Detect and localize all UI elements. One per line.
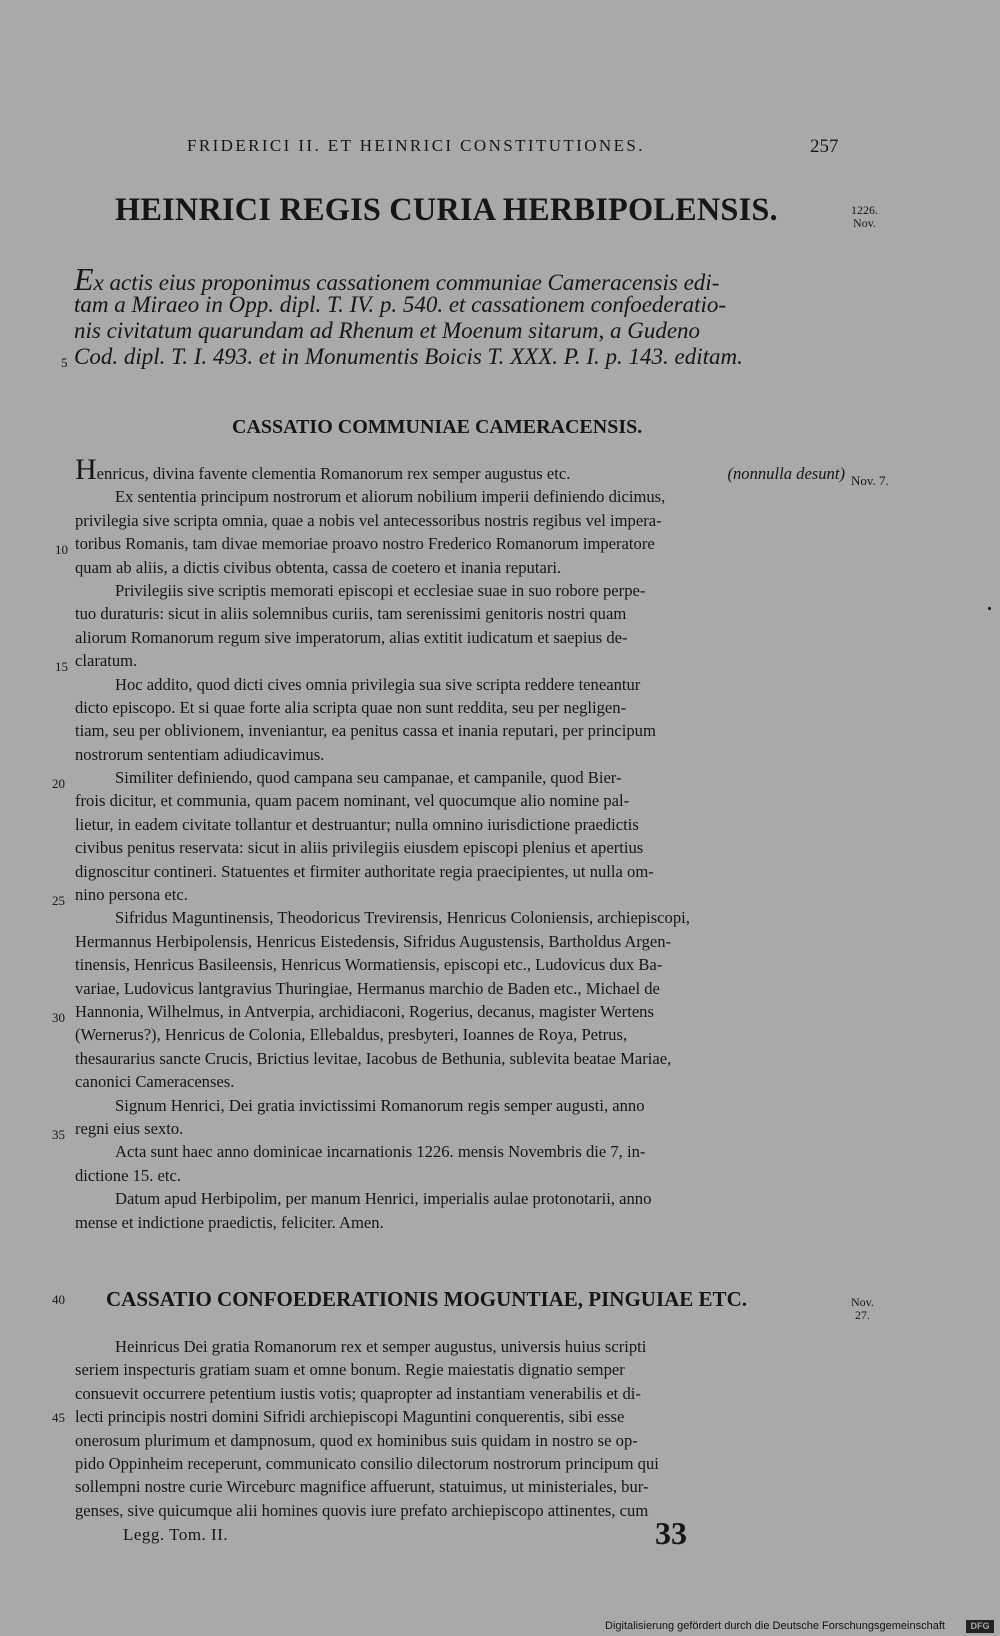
text-line: Hermannus Herbipolensis, Henricus Eistedensis, Sifridus Augustensis, Bartholdus Argen-	[75, 931, 672, 951]
text-line: toribus Romanis, tam divae memoriae proavo nostro Frederico Romanorum imperatore	[75, 534, 655, 554]
margin-date-1226-nov	[851, 204, 878, 230]
line-number: 30	[52, 1010, 65, 1025]
text-line: frois dicitur, et communia, quam pacem nominant, vel quocumque alio nomine pal-	[75, 791, 630, 811]
text-line: Heinricus Dei gratia Romanorum rex et semper augustus, universis huius scripti	[115, 1337, 647, 1356]
text-line: Signum Henrici, Dei gratia invictissimi Romanorum regis semper augusti, anno	[115, 1095, 645, 1115]
line-number: 10	[55, 542, 68, 557]
intro-line: nis civitatum quarundam ad Rhenum et Moenum sitarum, a Gudeno	[74, 318, 701, 343]
text-line: Ex sententia principum nostrorum et aliorum nobilium imperii definiendo dicimus,	[115, 487, 666, 507]
line-number: 35	[52, 1127, 65, 1142]
section1-initial: H	[75, 453, 97, 486]
main-title: HEINRICI REGIS CURIA HERBIPOLENSIS.	[115, 192, 778, 228]
text-line: lietur, in eadem civitate tollantur et destruantur; nulla omnino iurisdictione praedictis	[75, 814, 639, 834]
text-line: dicto episcopo. Et si quae forte alia scripta quae non sunt reddita, seu per negligen-	[75, 697, 627, 717]
margin-date-month: Nov.	[853, 216, 876, 230]
text-line: dignoscitur contineri. Statuentes et firmiter authoritate regia praecipientes, ut nulla om-	[75, 861, 654, 881]
line-number: 25	[52, 893, 65, 908]
text-line: Sifridus Maguntinensis, Theodoricus Trevirensis, Henricus Coloniensis, archiepiscopi,	[115, 908, 690, 928]
text-line: genses, sive quicumque alii homines quovis iure prefato archiepiscopo attinentes, cum	[75, 1500, 649, 1520]
text-line: variae, Ludovicus lantgravius Thuringiae, Hermanus marchio de Baden etc., Michael de	[75, 978, 660, 998]
intro-line: tam a Miraeo in Opp. dipl. T. IV. p. 540. et cassationem confoederatio-	[74, 292, 727, 317]
text-line: Datum apud Herbipolim, per manum Henrici, imperialis aulae protonotarii, anno	[115, 1189, 652, 1209]
editorial-note: (nonnulla desunt)	[727, 464, 845, 483]
margin-date-nov-27	[851, 1296, 874, 1322]
text-line: (Wernerus?), Henricus de Colonia, Ellebaldus, presbyteri, Ioannes de Roya, Petrus,	[75, 1025, 628, 1045]
intro-initial: E	[74, 261, 94, 297]
text-line: enricus, divina favente clementia Romanorum rex semper augustus etc.	[96, 464, 571, 483]
text-line: privilegia sive scripta omnia, quae a nobis vel antecessoribus nostris regibus vel impera-	[75, 510, 662, 530]
section2-text	[75, 1335, 845, 1522]
text-line: sollempni nostre curie Wirceburc magnifice affuerunt, statuimus, ut ministeriales, bur-	[75, 1477, 649, 1497]
signature-mark: Legg. Tom. II.	[123, 1525, 229, 1544]
text-line: dictione 15. etc.	[75, 1165, 181, 1185]
line-number: 40	[52, 1292, 65, 1307]
text-line: mense et indictione praedictis, feliciter. Amen.	[75, 1212, 384, 1232]
margin-date-year: 1226.	[851, 203, 878, 217]
dfg-logo-icon: DFG	[966, 1620, 994, 1633]
margin-date-nov-7: Nov. 7.	[851, 473, 889, 488]
text-line: quam ab aliis, a dictis civibus obtenta, cassa de coetero et inania reputari.	[75, 557, 562, 577]
intro-paragraph	[74, 261, 743, 370]
text-line: Similiter definiendo, quod campana seu campanae, et campanile, quod Bier-	[115, 768, 622, 788]
text-line: pido Oppinheim receperunt, communicato consilio dilectorum nostrorum principum qui	[75, 1453, 659, 1473]
text-line: Acta sunt haec anno dominicae incarnationis 1226. mensis Novembris die 7, in-	[115, 1142, 646, 1162]
text-line: canonici Cameracenses.	[75, 1072, 235, 1092]
text-line: claratum.	[75, 651, 138, 671]
text-line: tinensis, Henricus Basileensis, Henricus Wormatiensis, episcopi etc., Ludovicus dux Ba-	[75, 955, 663, 975]
text-line: onerosum plurimum et dampnosum, quod ex hominibus suis quidam in nostro se op-	[75, 1430, 638, 1450]
text-line: consuevit occurrere petentium iustis votis; quapropter ad instantiam venerabilis et di-	[75, 1383, 641, 1403]
text-line: seriem inspecturis gratiam suam et omne bonum. Regie maiestatis dignatio semper	[75, 1360, 625, 1380]
margin-date-month: Nov.	[851, 1295, 874, 1309]
section-title-cassatio-confoederationis: CASSATIO CONFOEDERATIONIS MOGUNTIAE, PINGUIAE ETC.	[106, 1287, 747, 1311]
section-title-cassatio-communiae: CASSATIO COMMUNIAE CAMERACENSIS.	[232, 416, 643, 438]
line-number: 15	[55, 659, 68, 674]
text-line: tuo duraturis: sicut in aliis solemnibus curiis, tam serenissimi genitoris nostri quam	[75, 604, 627, 624]
page-number: 257	[810, 136, 839, 157]
line-number: 5	[61, 355, 68, 370]
line-number: 20	[52, 776, 65, 791]
digitization-credit: Digitalisierung gefördert durch die Deutsche Forschungsgemeinschaft	[605, 1620, 945, 1632]
text-line: lecti principis nostri domini Sifridi archiepiscopi Maguntini conquerentis, sibi esse	[75, 1407, 625, 1427]
scan-speck	[988, 607, 991, 610]
text-line: tiam, seu per oblivionem, inveniantur, ea penitus cassa et inania reputari, per principum	[75, 721, 656, 741]
line-number: 45	[52, 1410, 65, 1425]
text-line: Hoc addito, quod dicti cives omnia privilegia sua sive scripta reddere teneantur	[115, 674, 641, 694]
text-line: Hannonia, Wilhelmus, in Antverpia, archidiaconi, Rogerius, decanus, magister Wertens	[75, 1001, 654, 1021]
text-line: civibus penitus reservata: sicut in aliis privilegiis eiusdem episcopi plenius et apertius	[75, 838, 644, 858]
running-header: FRIDERICI II. ET HEINRICI CONSTITUTIONES.	[187, 136, 645, 155]
text-line: nostrorum sententiam adiudicavimus.	[75, 744, 325, 764]
text-line: regni eius sexto.	[75, 1118, 184, 1138]
intro-line: x actis eius proponimus cassationem communiae Cameracensis edi-	[93, 270, 720, 295]
text-line: Privilegiis sive scriptis memorati episcopi et ecclesiae suae in suo robore perpe-	[115, 580, 646, 600]
section1-text	[75, 453, 845, 1234]
margin-date-day: 27.	[854, 1308, 870, 1322]
text-line: thesaurarius sancte Crucis, Brictius levitae, Iacobus de Bethunia, sublevita beatae Mariae,	[75, 1048, 672, 1068]
intro-line: Cod. dipl. T. I. 493. et in Monumentis Boicis T. XXX. P. I. p. 143. editam.	[74, 344, 743, 369]
text-line: aliorum Romanorum regum sive imperatorum, alias extitit iudicatum et saepius de-	[75, 627, 628, 647]
text-line: nino persona etc.	[75, 885, 188, 905]
sheet-number: 33	[655, 1515, 687, 1551]
